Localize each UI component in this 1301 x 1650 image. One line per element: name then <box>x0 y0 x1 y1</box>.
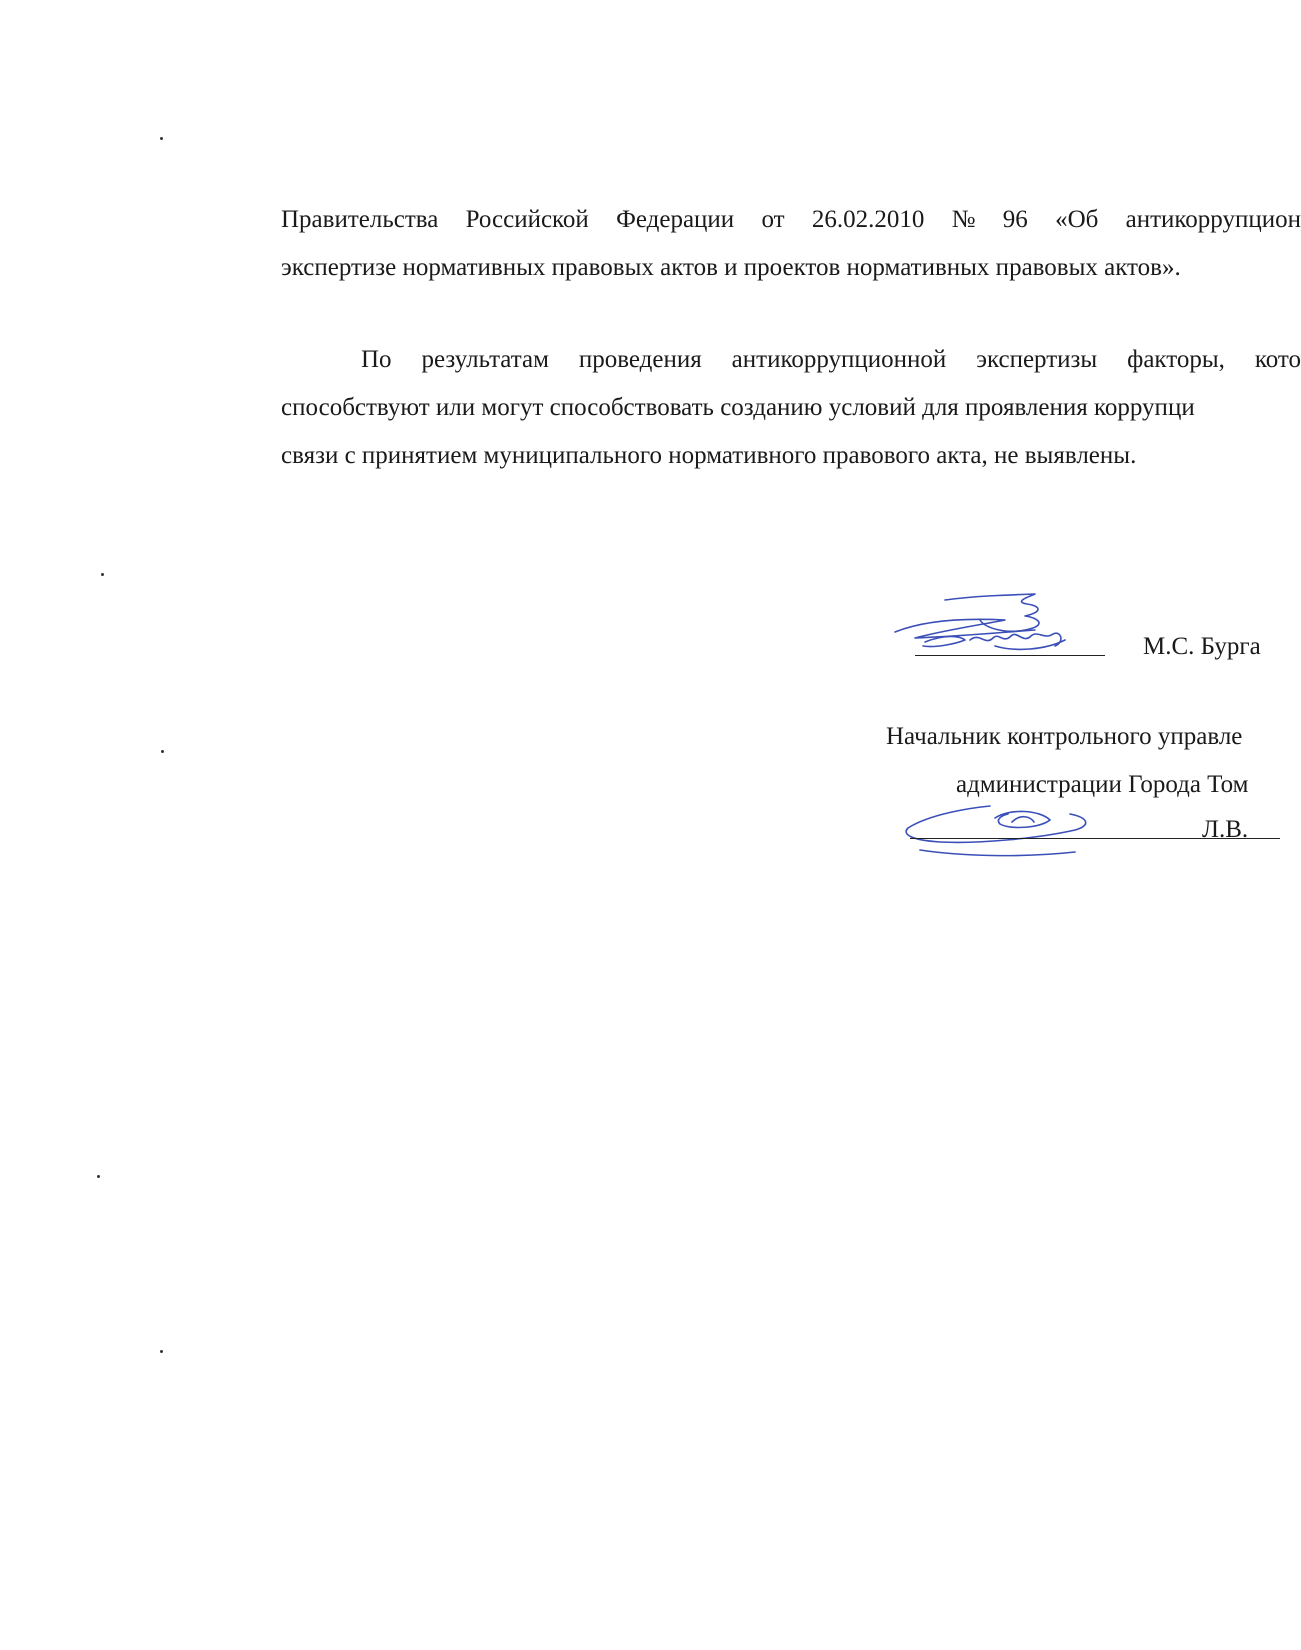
word: Федерации <box>616 206 735 233</box>
signatory-name-1: М.С. Бурга <box>1143 633 1261 660</box>
word: проведения <box>578 346 702 373</box>
paragraph-2-line-1 <box>361 345 1301 375</box>
scan-speck <box>161 750 164 753</box>
paragraph-1-line-2: экспертизе нормативных правовых актов и проектов нормативных правовых актов». <box>281 254 1181 281</box>
word: от <box>761 206 785 233</box>
word: 26.02.2010 <box>811 206 925 233</box>
scan-speck <box>160 137 163 140</box>
signatory-title-line-1: Начальник контрольного управле <box>886 723 1243 750</box>
scan-speck <box>160 1350 163 1353</box>
word: экспертизы <box>976 346 1098 373</box>
word: По <box>361 346 392 373</box>
signature-line-1 <box>915 655 1105 656</box>
word: кото <box>1254 346 1301 373</box>
word: факторы, <box>1127 346 1225 373</box>
word: 96 <box>1002 206 1028 233</box>
word: антикоррупционной <box>731 346 947 373</box>
word: Российской <box>465 206 589 233</box>
word: результатам <box>421 346 549 373</box>
handwritten-signature-2 <box>900 800 1130 870</box>
paragraph-1-line-1 <box>281 205 1301 235</box>
word: № <box>951 206 976 233</box>
word: антикоррупцион <box>1125 206 1301 233</box>
word: «Об <box>1055 206 1099 233</box>
signatory-title-line-2: администрации Города Том <box>956 771 1249 798</box>
signatory-name-2: Л.В. <box>1202 816 1249 843</box>
scan-speck <box>101 573 104 576</box>
scan-speck <box>97 1175 100 1178</box>
paragraph-2-line-2: способствуют или могут способствовать созданию условий для проявления коррупци <box>281 394 1195 421</box>
paragraph-2-line-3: связи с принятием муниципального нормативного правового акта, не выявлены. <box>281 442 1137 469</box>
word: Правительства <box>281 206 439 233</box>
handwritten-signature-1 <box>885 590 1115 670</box>
